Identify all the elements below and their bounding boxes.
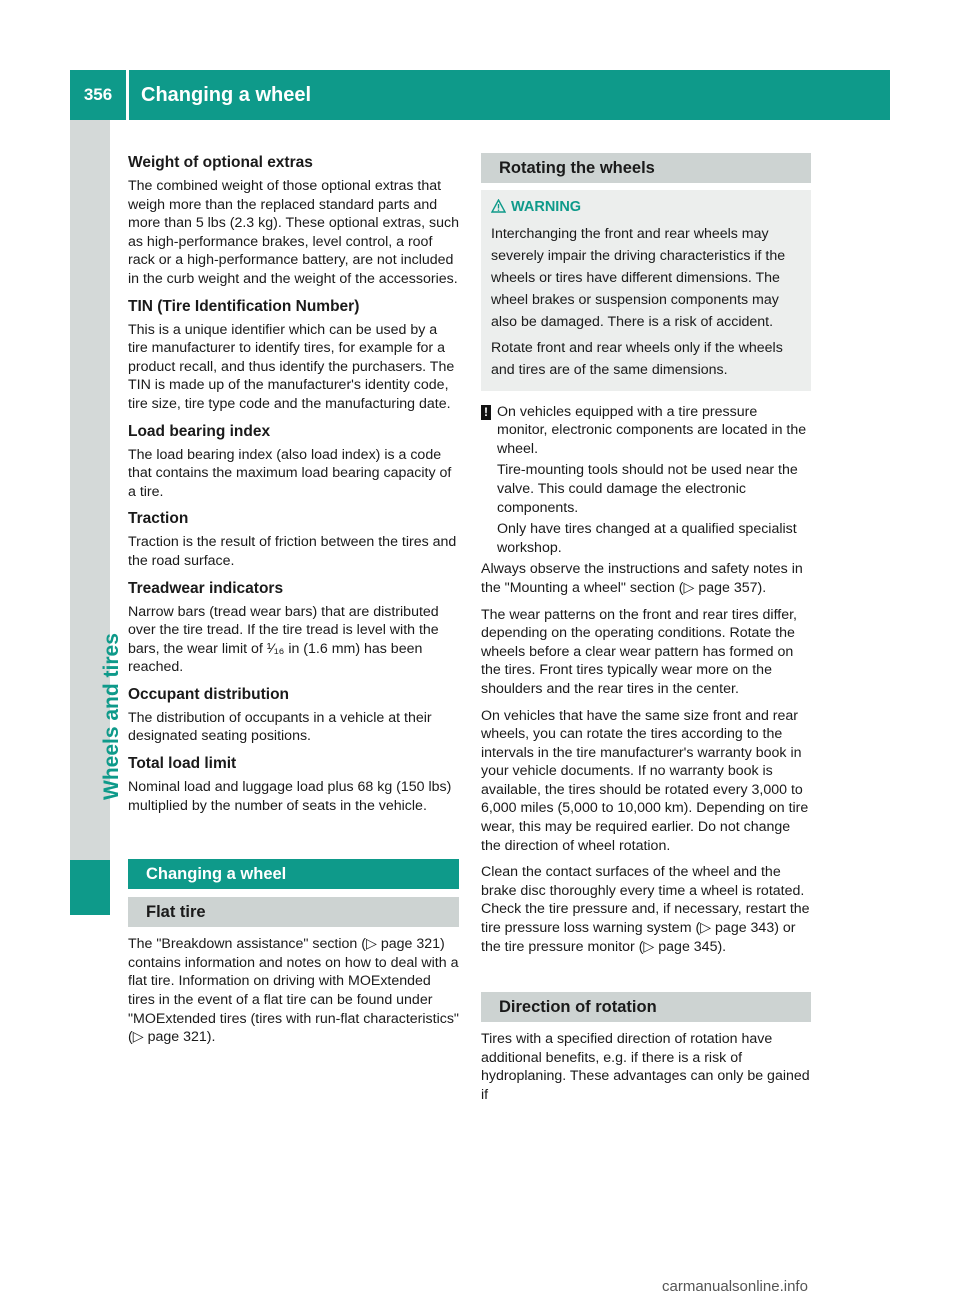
- notice-text: Only have tires changed at a qualified specialist workshop.: [497, 521, 797, 556]
- section-total-load-limit: [128, 754, 459, 815]
- section-heading: Total load limit: [128, 755, 237, 773]
- footer-credit: carmanualsonline.info: [662, 1278, 808, 1295]
- warning-header: [491, 198, 801, 217]
- section-occupant-distribution: [128, 685, 459, 746]
- left-column: [128, 153, 459, 1055]
- section-body: This is a unique identifier which can be used by a tire manufacturer to identify tires, for example for a product recall, and thus identify the purchasers. The TIN is made up of the manufacturer's identity code, tire size, tire type code and the manufacturing date.: [128, 321, 455, 412]
- warning-triangle-icon: [491, 199, 506, 213]
- rotating-wheels-heading: Rotating the wheels: [481, 153, 811, 183]
- direction-rotation-body: Tires with a specified direction of rotation have additional benefits, e.g. if there is a risk of hydroplaning. These advantages can only be gained if: [481, 1031, 810, 1103]
- right-column: [481, 153, 811, 1113]
- warning-label: WARNING: [511, 199, 582, 215]
- exclamation-icon: !: [481, 405, 491, 420]
- paragraph: The wear patterns on the front and rear tires differ, depending on the operating conditions. Rotate the wheels before a clear wear pattern has formed on the tires. Front tires typically wear more on the shoulders and the rear tires in the center.: [481, 606, 797, 697]
- paragraph: Always observe the instructions and safety notes in the "Mounting a wheel" section (▷ page 357).: [481, 561, 803, 596]
- section-traction: [128, 509, 459, 570]
- warning-instruction: Rotate front and rear wheels only if the wheels and tires are of the same dimensions.: [491, 339, 783, 378]
- section-heading: TIN (Tire Identification Number): [128, 297, 360, 315]
- section-heading: Weight of optional extras: [128, 154, 313, 171]
- warning-text: Interchanging the front and rear wheels may severely impair the driving characteristics if the wheels or tires have different dimensions. The wheel brakes or suspension components may also be damaged. There is a risk of accident.: [491, 225, 786, 330]
- section-body: The distribution of occupants in a vehicle at their designated seating positions.: [128, 709, 432, 745]
- notice-text: On vehicles equipped with a tire pressure monitor, electronic components are located in the wheel.: [497, 403, 807, 457]
- section-heading: Treadwear indicators: [128, 579, 284, 597]
- header-divider: [126, 70, 129, 120]
- section-body: Narrow bars (tread wear bars) that are distributed over the tire tread. If the tire tread is level with the bars, the wear limit of ¹⁄₁₆ in (1.6 mm) has been reached.: [128, 603, 439, 676]
- section-treadwear-indicators: [128, 579, 459, 677]
- notice-text: Tire-mounting tools should not be used near the valve. This could damage the electronic components.: [497, 462, 798, 516]
- section-load-bearing-index: [128, 422, 459, 502]
- page-title: Changing a wheel: [141, 84, 312, 106]
- paragraph: On vehicles that have the same size front and rear wheels, you can rotate the tires according to the intervals in the tire manufacturer's warranty book in your vehicle documents. If no warranty book is available, the tires should be rotated every 3,000 to 6,000 miles (5,000 to 10,000 km). Depending on tire wear, this may be required earlier. Do not change the direction of wheel rotation.: [481, 707, 809, 854]
- paragraph: Clean the contact surfaces of the wheel and the brake disc thoroughly every time a wheel is rotated. Check the tire pressure and, if necessary, restart the tire pressure loss warning system (▷ page 343) or the tire pressure monitor (▷ page 345).: [481, 864, 810, 955]
- section-heading: Traction: [128, 510, 189, 528]
- flat-tire-heading: Flat tire: [128, 897, 459, 927]
- flat-tire-body: The "Breakdown assistance" section (▷ page 321) contains information and notes on how to deal with a flat tire. Information on driving with MOExtended tires in the event of a flat tire can be found under "MOExtended tires (tires with run-flat characteristics" (▷ page 321).: [128, 936, 459, 1046]
- section-body: Nominal load and luggage load plus 68 kg (150 lbs) multiplied by the number of seats in the vehicle.: [128, 779, 452, 814]
- section-body: Traction is the result of friction between the tires and the road surface.: [128, 534, 457, 569]
- section-heading: Occupant distribution: [128, 685, 290, 703]
- section-body: The load bearing index (also load index) is a code that contains the maximum load bearing capacity of a tire.: [128, 446, 452, 500]
- section-body: The combined weight of those optional extras that weigh more than the replaced standard parts and more than 5 lbs (2.3 kg). These optional extras, such as high-performance brakes, level control, a roof rack or a high-performance battery, are not included in the curb weight and the weight of the accessories.: [128, 178, 459, 287]
- page-header: [70, 70, 890, 120]
- side-tab-marker: [70, 860, 110, 915]
- section-weight-optional-extras: [128, 153, 459, 289]
- warning-box: [481, 190, 811, 391]
- direction-rotation-heading: Direction of rotation: [481, 992, 811, 1022]
- changing-wheel-heading: Changing a wheel: [128, 859, 459, 889]
- side-tab-label: Wheels and tires: [100, 633, 123, 800]
- notice-block: [481, 403, 811, 558]
- section-heading: Load bearing index: [128, 422, 271, 440]
- section-tin: [128, 297, 459, 414]
- page-number: 356: [83, 85, 113, 104]
